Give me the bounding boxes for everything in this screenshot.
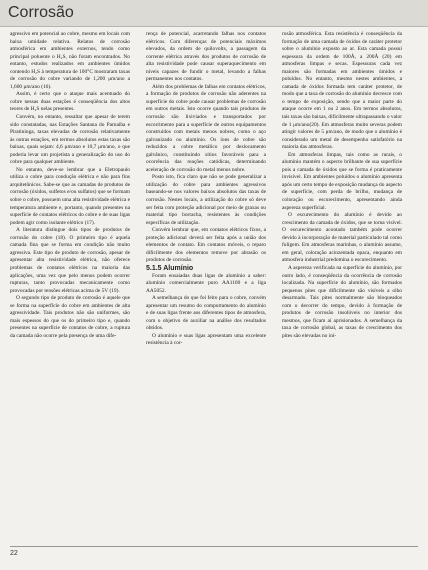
paragraph: agressivo em potencial ao cobre, mesmo em locais com baixa umidade relativa. Relatos de corrosão atmosférica em ambientes externos, tendo como principal poluente o H₂S, não foram encontrados. No entanto, estudos realizados em ambientes úmidos contendo H₂S à temperatura de 100°C mostraram taxas de corrosão do cobre variando de 1,200 μm/ano a 1,600 μm/ano (16).	[10, 31, 130, 90]
paragraph: Convém, no entanto, ressaltar que apesar de terem sido constatadas, nas Estações Santana do Parnaíba e Piratininga, taxas elevadas de corrosão relativamente às outras estações, em termos absolutos estas taxas são baixas, quais sejam: 4,6 μm/ano e 10,7 μm/ano, o que poderia levar um projetista a generalização do uso do cobre para qualquer ambiente.	[10, 114, 130, 166]
paragraph: A literatura distingue dois tipos de produtos de corrosão do cobre (18). O primeiro tipo é aquela camada fina que se forma em condição não muito agressiva. Este tipo de produto de corrosão, apesar de apresentar alta resistividade elétrica, não oferece problemas de contatos elétricos na maioria das aplicações, uma vez que pelo menos podem ocorrer rupturas, tanto provocadas mecanicamente como provocadas por tensões elétricas acima de 5V (19).	[10, 227, 130, 294]
paragraph: Além dos problemas de falhas em contatos elétricos, a formação de produtos de corrosão não aderentes na superfície do cobre pode causar problemas de corrosão em outros metais. Isto ocorre quando tais produtos de corrosão são lixiviados e transportados por escorrimento para a superfície de outros equipamentos construídos com metais menos nobres, como o aço galvanizado ou alumínio. Os íons de cobre são reduzidos a cobre metálico por deslocamento galvânico, constituindo sítios favoráveis para a ocorrência das reações catódicas, determinando aceleração de corrosão do metal menos nobre.	[146, 83, 266, 173]
page-title: Corrosão	[8, 4, 74, 21]
footer-divider	[10, 546, 418, 547]
paragraph: Posto isto, fica claro que não se pode generalizar a utilização do cobre para ambientes agressivos baseando-se nos valores baixos absolutos das taxas de corrosão. Nestes locais, a utilização do cobre só deve ser feita com proteção adicional por meio de graxas ou material tipo borracha, resistentes às condições específicas de utilização.	[146, 174, 266, 226]
paragraph: A semelhança do que foi feito para o cobre, convém apresentar um resumo do comportamento do alumínio e de suas ligas frente aos diferentes tipos de atmosfera, com o objetivo de auxiliar na análise dos resultados obtidos.	[146, 295, 266, 332]
paragraph: rença de potencial, acarretando falhas nos contatos elétricos. Com diferenças de potenciais máximos elevados, da ordem de quilovolts, a passagem da corrente elétrica através dos produtos de corrosão de alta resistividade pode causar superaquecimento em níveis capazes de fundir o metal, levando a falhas permanentes nos contatos.	[146, 31, 266, 83]
paragraph: Convém lembrar que, em contatos elétricos fixos, a proteção adicional deverá ser feita após a união dos elementos de contato. Em contatos móveis, o reparo dificilmente dos elementos remove por abrasão os produtos de corrosão.	[146, 227, 266, 264]
paragraph: O escurecimento do alumínio é devido ao crescimento da camada de óxidos, que se torna visível. O escurecimento acontado também pode ocorrer devido à incorporação de material particulado tal como fuligem. Em atmosferas marinhas, o alumínio assume, em geral, coloração acinzentada opaca, enquanto em atmosfera industrial predomina o escurecimento.	[282, 212, 402, 264]
paragraph: O alumínio e suas ligas apresentam uma excelente resistência à cor-	[146, 332, 266, 347]
page-number: 22	[10, 550, 18, 557]
paragraph: Assim, é certo que o ataque mais acentuado do cobre nessas duas estações é conseqüência dos altos teores de H₂S nelas presentes.	[10, 91, 130, 113]
text-column-1	[10, 31, 130, 541]
paragraph: rosão atmosférica. Esta resistência é conseqüência da formação de uma camada de óxidos de caráter protetor sobre o alumínio exposto ao ar. Esta camada possui espessura da ordem de 100Å, a 200Å (20) em atmosferas limpas e secas. Espessuras cada vez maiores são formadas em ambientes úmidos e poluídos. No entanto, mesmo nestes ambientes, a camada de óxidos formada tem caráter protetor, de modo que a taxa de corrosão do alumínio decresce com o tempo de exposição, sendo que a maior parte do ataque ocorre em 1 ou 2 anos. Em termos absolutos, tais taxas são baixas, dificilmente ultrapassando o valor de 1 μm/ano(20). Em atmosferas muito severas podem atingir valores de 5 μm/ano, de modo que o alumínio é considerado um metal de desempenho satisfatório na maioria das atmosferas.	[282, 31, 402, 151]
paragraph: Foram ensaiadas duas ligas de alumínio a saber: alumínio comercialmente puro AA1100 e a liga AA5052.	[146, 272, 266, 294]
paragraph: A aspereza verificada na superfície do alumínio, por outro lado, é conseqüência da ocorrência de corrosão localizada. Na superfície do alumínio, são formados pequenos pites que dificilmente são visíveis a olho desarmado. Tais pites normalmente são bloqueados com o decorrer do tempo, devido à formação de produtos de corrosão insolúveis no interior dos mesmos, que ficam aí aprisionados. A semelhança da taxa de corrosão global, as taxas de crescimento dos pites são elevadas no iní-	[282, 264, 402, 339]
text-column-2	[146, 31, 266, 541]
paragraph: No entanto, deve-se lembrar que a Eletropaulo utiliza o cobre para condução elétrica e não para fins arquitetônicos. Sabe-se que as camadas de produtos de corrosão (óxidos, sulfetos e/ou sulfatos) que se formam sobre o cobre, possuem uma alta resistividade elétrica e temperatura ambiente e, portanto, quando presentes na superfície de contatos elétricos do cobre e de suas ligas podem agir como isolante elétrico (17).	[10, 166, 130, 226]
paragraph: Em atmosferas limpas, tais como as rurais, o alumínio mantém o aspecto brilhante de sua superfície pois a camada de óxidos que se forma é praticamente invisível. Em ambientes poluídos o alumínio apresenta após um certo tempo de exposição mudança do aspecto de superfície, com perda de brilho, mudança de coloração ou escurecimento, apresentando ainda aspereza superficial.	[282, 151, 402, 211]
header-bar	[0, 0, 428, 27]
section-heading: 5.1.5 Alumínio	[146, 264, 194, 272]
paragraph: O segundo tipo de produto de corrosão é aquele que se forma na superfície do cobre em ambientes de alta agressividade. Tais produtos não são uniformes, são mais espessos do que os do primeiro tipo e, quando presentes na superfície de contatos de cobre, a ruptura da camada não ocorre pela presença de uma dife-	[10, 295, 130, 339]
text-column-3	[282, 31, 402, 541]
